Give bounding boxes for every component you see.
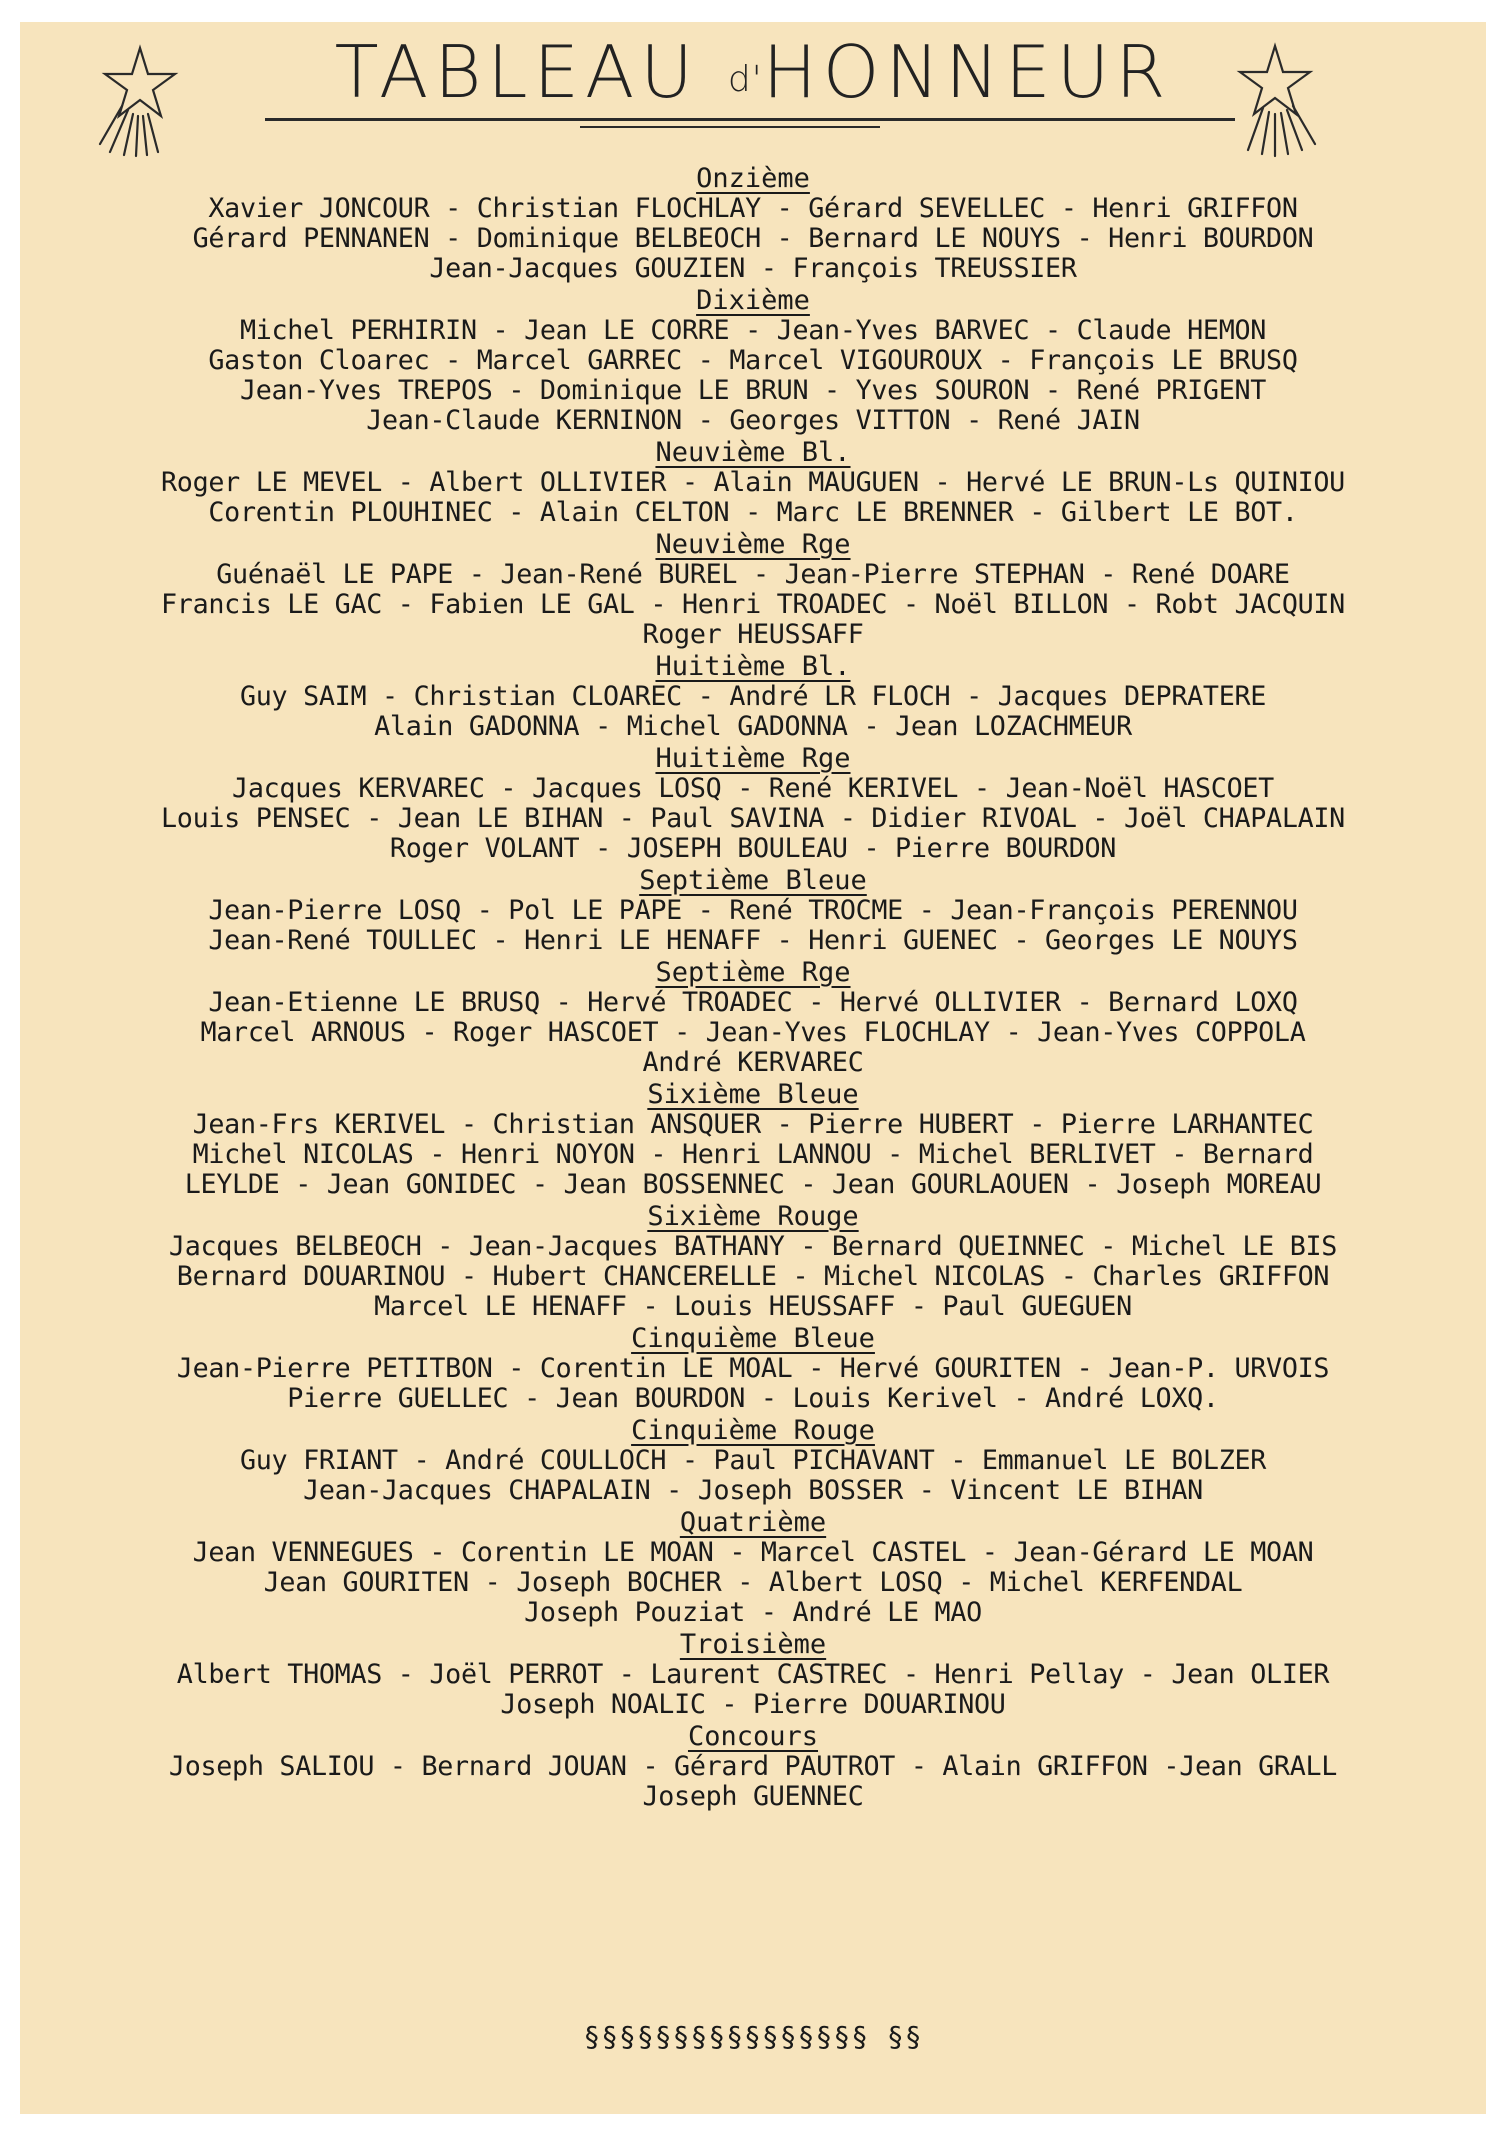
name-line: Jean-Claude KERNINON - Georges VITTON - René JAIN — [366, 405, 1140, 436]
class-section — [20, 956, 1486, 1078]
name-line: Roger HEUSSAFF — [642, 619, 864, 650]
class-section — [20, 1720, 1486, 1812]
section-title: Dixième — [696, 285, 810, 316]
name-line: Bernard DOUARINOU - Hubert CHANCERELLE - Michel NICOLAS - Charles GRIFFON — [176, 1261, 1330, 1292]
section-title: Septième Bleue — [639, 865, 867, 896]
section-title: Sixième Rouge — [647, 1201, 859, 1232]
section-title: Troisième — [679, 1629, 827, 1660]
class-section — [20, 162, 1486, 284]
section-title: Cinquième Rouge — [631, 1415, 875, 1446]
name-line: Gérard PENNANEN - Dominique BELBEOCH - Bernard LE NOUYS - Henri BOURDON — [192, 223, 1314, 254]
name-line: Jean-Yves TREPOS - Dominique LE BRUN - Yves SOURON - René PRIGENT — [239, 375, 1267, 406]
class-section — [20, 1506, 1486, 1628]
name-line: Alain GADONNA - Michel GADONNA - Jean LOZACHMEUR — [374, 711, 1132, 742]
name-line: Jean-Jacques CHAPALAIN - Joseph BOSSER - Vincent LE BIHAN — [303, 1475, 1203, 1506]
name-line: Michel PERHIRIN - Jean LE CORRE - Jean-Yves BARVEC - Claude HEMON — [239, 315, 1267, 346]
name-line: Guy SAIM - Christian CLOAREC - André LR FLOCH - Jacques DEPRATERE — [239, 681, 1267, 712]
class-section — [20, 284, 1486, 436]
class-section — [20, 742, 1486, 864]
section-title: Onzième — [696, 163, 810, 194]
name-line: Gaston Cloarec - Marcel GARREC - Marcel VIGOUROUX - François LE BRUSQ — [208, 345, 1298, 376]
section-title: Concours — [687, 1721, 819, 1752]
class-section — [20, 1078, 1486, 1200]
title-word-tableau: TABLEAU — [334, 30, 699, 114]
class-section — [20, 1200, 1486, 1322]
name-line: Xavier JONCOUR - Christian FLOCHLAY - Gérard SEVELLEC - Henri GRIFFON — [208, 193, 1298, 224]
section-title: Sixième Bleue — [647, 1079, 859, 1110]
footer-ornament: §§§§§§§§§§§§§§§§ §§ — [583, 2020, 923, 2053]
title-connector: d' — [727, 59, 763, 100]
class-section — [20, 1628, 1486, 1720]
class-section — [20, 1322, 1486, 1414]
section-title: Huitième Bl. — [655, 651, 851, 682]
section-title: Quatrième — [679, 1507, 827, 1538]
class-section — [20, 650, 1486, 742]
name-line: Jean-Frs KERIVEL - Christian ANSQUER - Pierre HUBERT - Pierre LARHANTEC — [192, 1109, 1314, 1140]
class-section — [20, 864, 1486, 956]
name-line: Joseph GUENNEC — [642, 1781, 864, 1812]
name-line: André KERVAREC — [642, 1047, 864, 1078]
page-title — [20, 30, 1486, 114]
title-word-honneur: HONNEUR — [762, 30, 1172, 114]
name-line: Jacques BELBEOCH - Jean-Jacques BATHANY - Bernard QUEINNEC - Michel LE BIS — [168, 1231, 1338, 1262]
name-line: Jean GOURITEN - Joseph BOCHER - Albert LOSQ - Michel KERFENDAL — [263, 1567, 1243, 1598]
name-line: Jacques KERVAREC - Jacques LOSQ - René KERIVEL - Jean-Noël HASCOET — [232, 773, 1274, 804]
name-line: Jean-René TOULLEC - Henri LE HENAFF - Henri GUENEC - Georges LE NOUYS — [208, 925, 1298, 956]
name-line: Jean-Jacques GOUZIEN - François TREUSSIER — [429, 253, 1077, 284]
name-line: Guénaël LE PAPE - Jean-René BUREL - Jean-Pierre STEPHAN - René DOARE — [216, 559, 1290, 590]
name-line: Jean-Etienne LE BRUSQ - Hervé TROADEC - Hervé OLLIVIER - Bernard LOXQ — [208, 987, 1298, 1018]
name-line: Jean-Pierre PETITBON - Corentin LE MOAL - Hervé GOURITEN - Jean-P. URVOIS — [176, 1353, 1330, 1384]
class-section — [20, 528, 1486, 650]
name-line: Roger LE MEVEL - Albert OLLIVIER - Alain MAUGUEN - Hervé LE BRUN-Ls QUINIOU — [161, 467, 1345, 498]
name-line: Marcel ARNOUS - Roger HASCOET - Jean-Yves FLOCHLAY - Jean-Yves COPPOLA — [200, 1017, 1306, 1048]
name-line: Francis LE GAC - Fabien LE GAL - Henri TROADEC - Noël BILLON - Robt JACQUIN — [161, 589, 1345, 620]
class-section — [20, 1414, 1486, 1506]
name-line: Guy FRIANT - André COULLOCH - Paul PICHAVANT - Emmanuel LE BOLZER — [239, 1445, 1267, 1476]
honor-list — [20, 162, 1486, 1812]
header — [20, 22, 1486, 172]
section-title: Neuvième Rge — [655, 529, 851, 560]
section-title: Septième Rge — [655, 957, 851, 988]
class-section — [20, 436, 1486, 528]
title-underline — [265, 118, 1235, 121]
name-line: Michel NICOLAS - Henri NOYON - Henri LANNOU - Michel BERLIVET - Bernard — [192, 1139, 1314, 1170]
name-line: Joseph Pouziat - André LE MAO — [524, 1597, 982, 1628]
section-title: Neuvième Bl. — [655, 437, 851, 468]
document-sheet — [20, 22, 1486, 2114]
name-line: Jean VENNEGUES - Corentin LE MOAN - Marcel CASTEL - Jean-Gérard LE MOAN — [192, 1537, 1314, 1568]
name-line: Roger VOLANT - JOSEPH BOULEAU - Pierre BOURDON — [389, 833, 1117, 864]
name-line: Albert THOMAS - Joël PERROT - Laurent CASTREC - Henri Pellay - Jean OLIER — [176, 1659, 1330, 1690]
name-line: Marcel LE HENAFF - Louis HEUSSAFF - Paul GUEGUEN — [374, 1291, 1132, 1322]
name-line: Joseph NOALIC - Pierre DOUARINOU — [500, 1689, 1006, 1720]
section-title: Cinquième Bleue — [631, 1323, 875, 1354]
section-title: Huitième Rge — [655, 743, 851, 774]
title-underline-secondary — [580, 126, 880, 128]
name-line: Jean-Pierre LOSQ - Pol LE PAPE - René TROCME - Jean-François PERENNOU — [208, 895, 1298, 926]
name-line: Pierre GUELLEC - Jean BOURDON - Louis Kerivel - André LOXQ. — [287, 1383, 1219, 1414]
name-line: Joseph SALIOU - Bernard JOUAN - Gérard PAUTROT - Alain GRIFFON -Jean GRALL — [168, 1751, 1338, 1782]
name-line: Louis PENSEC - Jean LE BIHAN - Paul SAVINA - Didier RIVOAL - Joël CHAPALAIN — [161, 803, 1345, 834]
name-line: LEYLDE - Jean GONIDEC - Jean BOSSENNEC - Jean GOURLAOUEN - Joseph MOREAU — [184, 1169, 1322, 1200]
name-line: Corentin PLOUHINEC - Alain CELTON - Marc LE BRENNER - Gilbert LE BOT. — [208, 497, 1298, 528]
